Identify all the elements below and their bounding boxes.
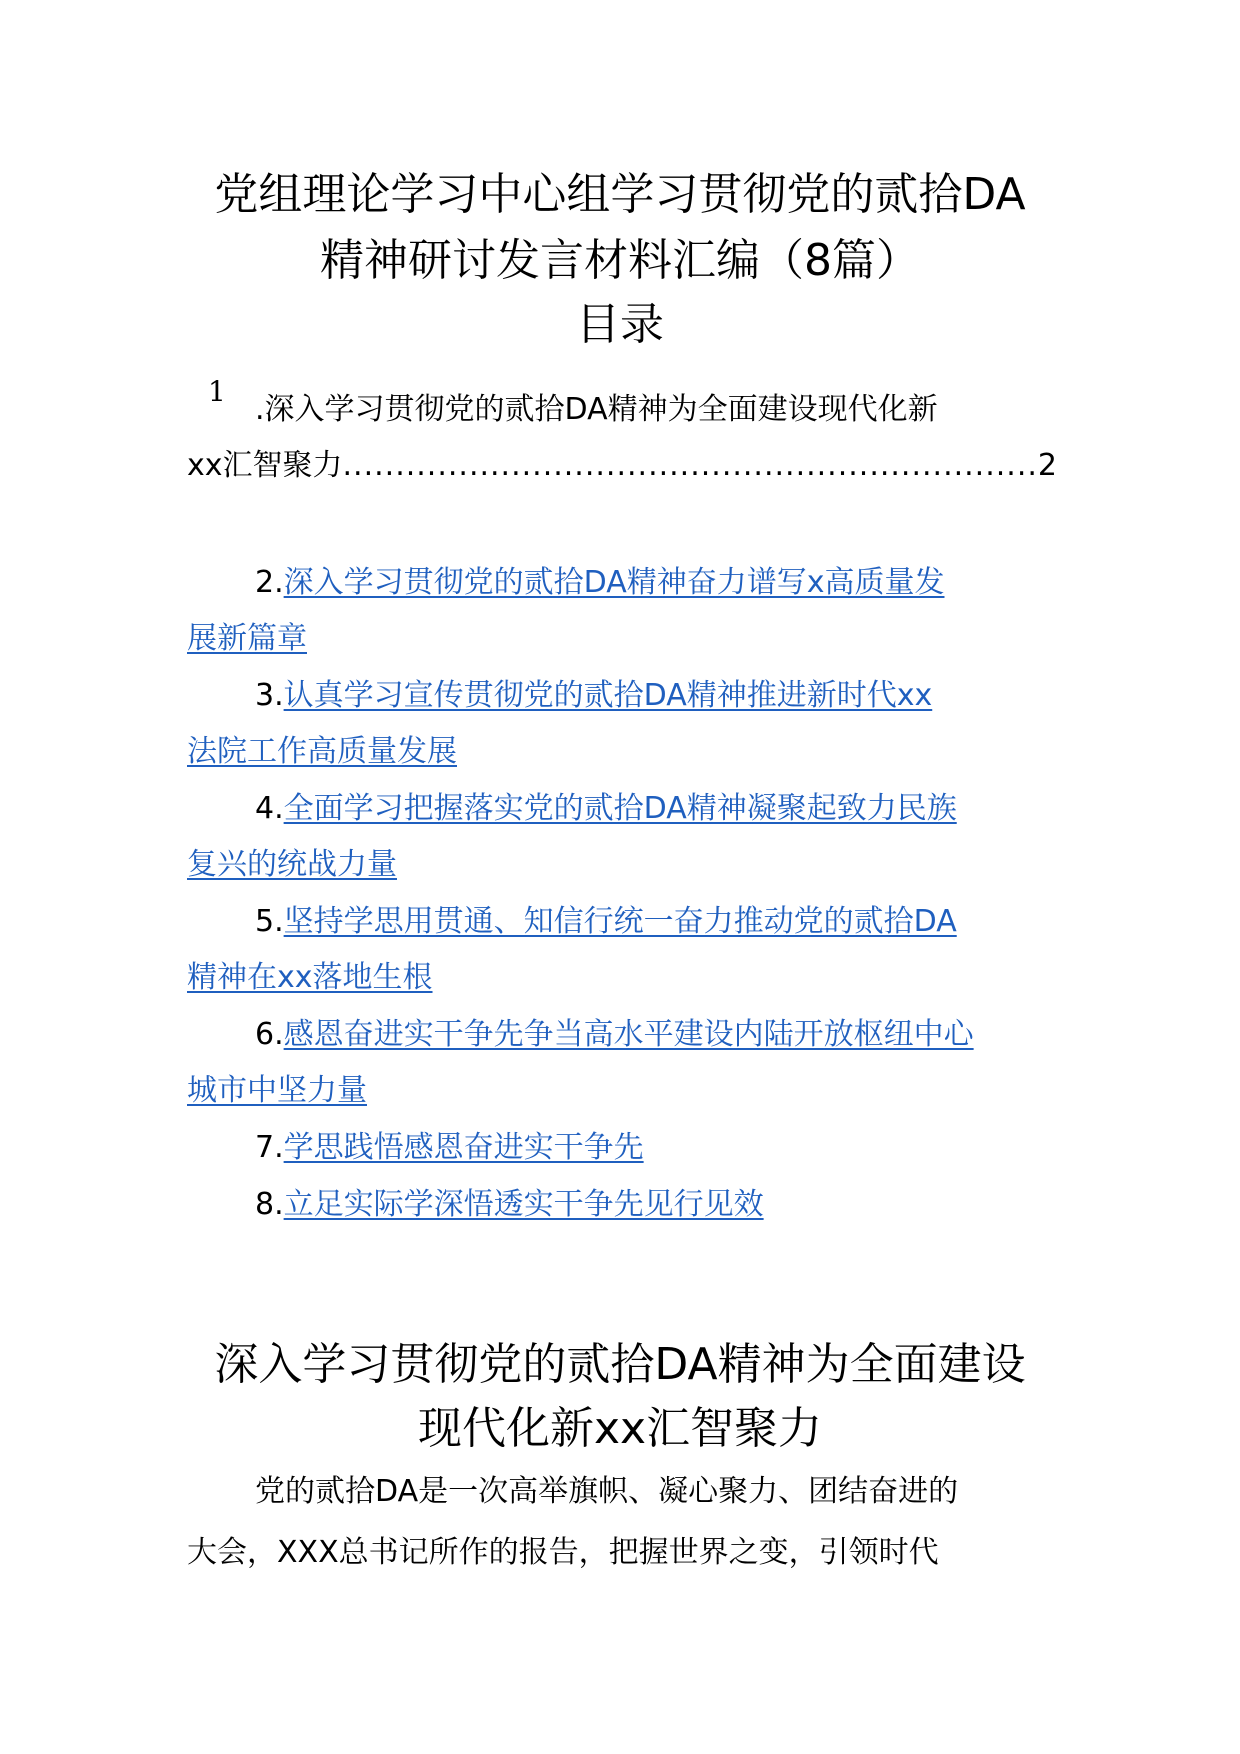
toc-link-3-cont[interactable]: 法院工作高质量发展 bbox=[187, 734, 457, 769]
toc-item-4-line-1 bbox=[187, 789, 1125, 829]
toc-item-5-line-2 bbox=[187, 958, 1057, 998]
toc-item-6-line-2 bbox=[187, 1071, 1057, 1111]
toc-link-3[interactable]: 认真学习宣传贯彻党的贰拾DA精神推进新时代xx bbox=[283, 678, 933, 713]
toc-item-1-line-2 bbox=[187, 446, 1057, 486]
toc-link-6[interactable]: 感恩奋进实干争先争当高水平建设内陆开放枢纽中心 bbox=[283, 1017, 974, 1052]
toc-item-1-page: 2 bbox=[1037, 448, 1057, 483]
toc-item-number: 7. bbox=[255, 1130, 284, 1165]
section-title-line: 深入学习贯彻党的贰拾DA精神为全面建设 bbox=[214, 1339, 1026, 1390]
section-title-line: 现代化新xx汇智聚力 bbox=[417, 1403, 823, 1454]
document-title-line: 精神研讨发言材料汇编（8篇） bbox=[320, 235, 920, 286]
toc-link-5[interactable]: 坚持学思用贯通、知信行统一奋力推动党的贰拾DA bbox=[283, 904, 957, 939]
toc-item-number: 3. bbox=[255, 678, 284, 713]
toc-item-3-line-1 bbox=[187, 676, 1125, 716]
toc-item-number: 4. bbox=[255, 791, 284, 826]
toc-heading-text: 目录 bbox=[576, 299, 664, 350]
body-paragraph-line: 党的贰拾DA是一次高举旗帜、凝心聚力、团结奋进的 bbox=[255, 1474, 959, 1509]
body-paragraph-line: 大会，XXX总书记所作的报告，把握世界之变，引领时代 bbox=[187, 1535, 939, 1570]
toc-item-number: 8. bbox=[255, 1187, 284, 1222]
document-title-line: 党组理论学习中心组学习贯彻党的贰拾DA bbox=[214, 169, 1026, 220]
toc-item-3-line-2 bbox=[187, 732, 1057, 772]
toc-link-4-cont[interactable]: 复兴的统战力量 bbox=[187, 847, 397, 882]
toc-link-8[interactable]: 立足实际学深悟透实干争先见行见效 bbox=[283, 1187, 764, 1222]
toc-item-number: 2. bbox=[255, 565, 284, 600]
toc-link-2[interactable]: 深入学习贯彻党的贰拾DA精神奋力谱写x高质量发 bbox=[283, 565, 945, 600]
toc-item-5-line-1 bbox=[187, 902, 1125, 942]
toc-link-6-cont[interactable]: 城市中坚力量 bbox=[187, 1073, 367, 1108]
toc-item-1-line-1 bbox=[187, 390, 1125, 430]
toc-item-4-line-2 bbox=[187, 845, 1057, 885]
toc-item-6-line-1 bbox=[187, 1015, 1125, 1055]
toc-link-7[interactable]: 学思践悟感恩奋进实干争先 bbox=[283, 1130, 644, 1165]
toc-item-2-line-2 bbox=[187, 619, 1057, 659]
toc-item-1-text: .深入学习贯彻党的贰拾DA精神为全面建设现代化新 bbox=[255, 392, 938, 427]
toc-heading bbox=[150, 292, 1090, 358]
page-number: 1 bbox=[208, 375, 226, 408]
document-title bbox=[150, 162, 1090, 294]
toc-link-2-cont[interactable]: 展新篇章 bbox=[187, 621, 307, 656]
toc-item-8 bbox=[187, 1185, 1125, 1225]
toc-link-4[interactable]: 全面学习把握落实党的贰拾DA精神凝聚起致力民族 bbox=[283, 791, 957, 826]
toc-item-2-line-1 bbox=[187, 563, 1125, 603]
toc-item-7 bbox=[187, 1128, 1125, 1168]
section-title bbox=[150, 1333, 1090, 1461]
toc-item-number: 5. bbox=[255, 904, 284, 939]
toc-item-1-text-cont: xx汇智聚力 bbox=[187, 448, 343, 483]
toc-link-5-cont[interactable]: 精神在xx落地生根 bbox=[187, 960, 433, 995]
toc-leader-dots: .................................................................. bbox=[342, 448, 1038, 483]
toc-item-number: 6. bbox=[255, 1017, 284, 1052]
